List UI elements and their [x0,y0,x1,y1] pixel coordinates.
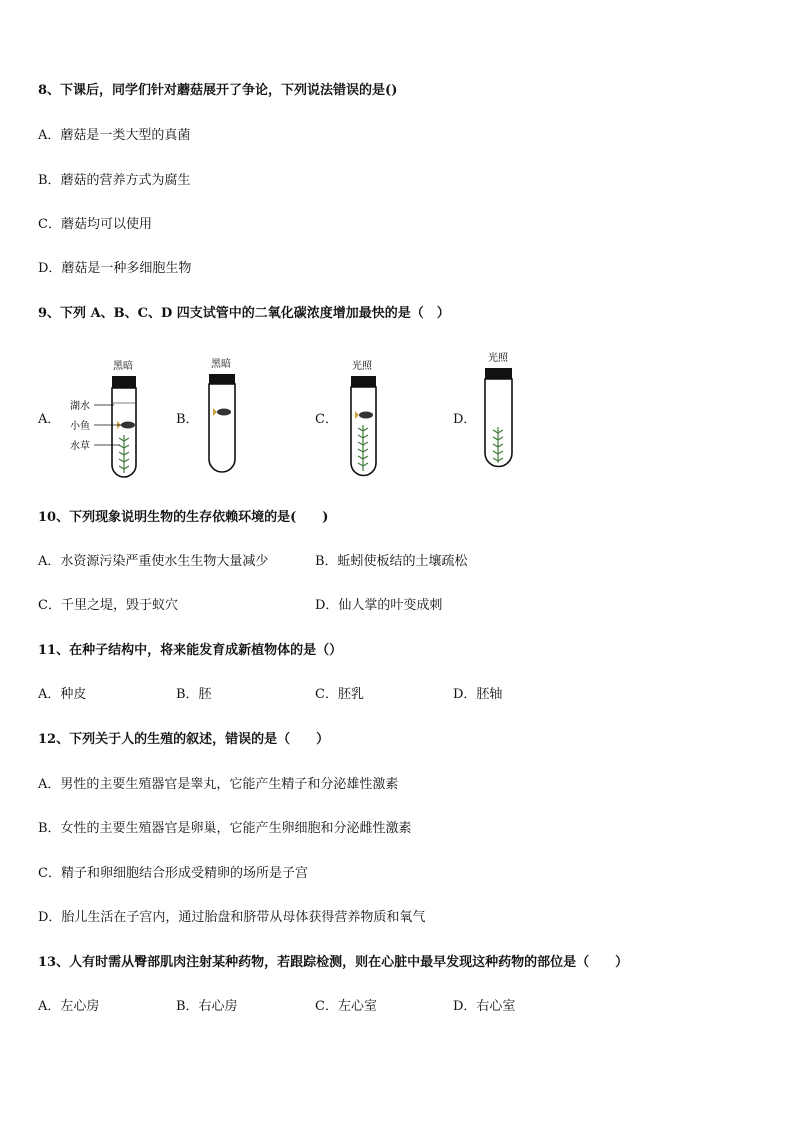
tube-d-waterweed-icon [493,427,503,463]
q13-stem: 13、人有时需从臀部肌肉注射某种药物，若跟踪检测，则在心脏中最早发现这种药物的部位是（ ） [38,955,629,970]
side-label-waterweed: 水草 [70,441,90,452]
tube-a-label: 黑暗 [113,361,133,372]
q10-option-a: A．水资源污染严重使水生生物大量减少 [38,554,269,569]
q12-stem: 12、下列关于人的生殖的叙述，错误的是（ ） [38,732,330,747]
q12-option-d: D．胎儿生活在子宫内，通过胎盘和脐带从母体获得营养物质和氧气 [38,910,426,925]
tube-c-label: 光照 [352,361,372,372]
q10-stem: 10、下列现象说明生物的生存依赖环境的是( ) [38,510,329,525]
q9-test-tube-figure [0,345,794,485]
q10-option-b: B．蚯蚓使板结的土壤疏松 [315,554,468,569]
q8-option-d: D．蘑菇是一种多细胞生物 [38,261,192,276]
tube-a-waterweed-icon [119,435,129,473]
q8-stem: 8、下课后，同学们针对蘑菇展开了争论，下列说法错误的是() [38,83,398,98]
tube-d-stopper [485,368,512,379]
test-tube-c [351,359,376,476]
tube-b-label: 黑暗 [211,359,231,370]
q8-option-c: C．蘑菇均可以使用 [38,217,152,232]
q10-option-c: C．千里之堤，毁于蚁穴 [38,598,178,613]
q11-stem: 11、在种子结构中，将来能发育成新植物体的是（） [38,643,343,658]
q11-option-b: B．胚 [176,687,212,702]
q9-option-c-letter: C． [315,412,338,427]
test-tube-d [485,351,512,467]
test-tube-a [70,359,136,477]
q8-option-a: A．蘑菇是一类大型的真菌 [38,128,191,143]
q8-option-b: B．蘑菇的营养方式为腐生 [38,173,191,188]
q12-option-a: A．男性的主要生殖器官是睾丸，它能产生精子和分泌雄性激素 [38,777,399,792]
q10-option-d: D．仙人掌的叶变成刺 [315,598,443,613]
tube-a-stopper [112,376,136,388]
q12-option-b: B．女性的主要生殖器官是卵巢，它能产生卵细胞和分泌雌性激素 [38,821,412,836]
q12-option-c: C．精子和卵细胞结合形成受精卵的场所是子宫 [38,866,308,881]
tube-d-label: 光照 [488,353,508,364]
tube-b-fish-icon [213,408,231,416]
q11-option-c: C．胚乳 [315,687,364,702]
side-label-lake-water: 湖水 [70,401,90,412]
q13-option-b: B．右心房 [176,999,238,1014]
tube-c-waterweed-icon [358,425,368,471]
q13-option-d: D．右心室 [453,999,516,1014]
q9-option-b-letter: B． [176,412,199,427]
q13-option-c: C．左心室 [315,999,377,1014]
q9-option-a-letter: A． [38,412,61,427]
q9-option-d-letter: D． [453,412,477,427]
tube-c-stopper [351,376,376,387]
tube-b-glass [209,384,235,472]
q9-stem: 9、下列 A、B、C、D 四支试管中的二氧化碳浓度增加最快的是（ ） [38,306,450,321]
side-label-small-fish: 小鱼 [70,421,90,432]
tube-b-stopper [209,374,235,384]
q11-option-d: D．胚轴 [453,687,503,702]
test-tube-b [209,357,235,472]
q13-option-a: A．左心房 [38,999,100,1014]
tube-c-fish-icon [355,411,373,419]
q11-option-a: A．种皮 [38,687,87,702]
